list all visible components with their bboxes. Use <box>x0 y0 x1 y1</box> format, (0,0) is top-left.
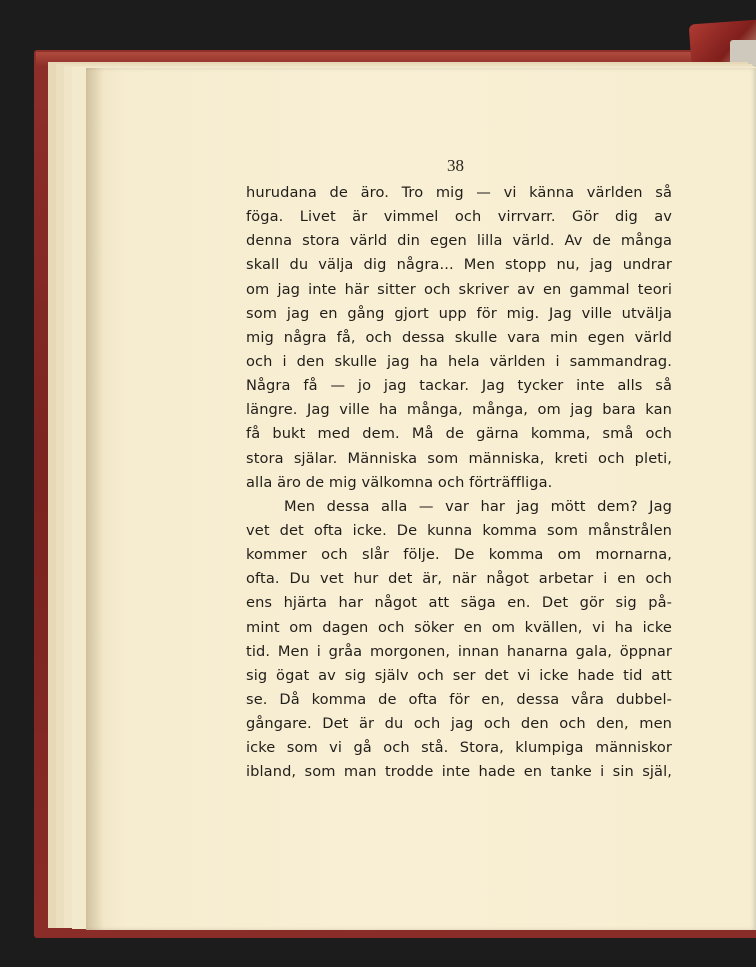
text-line: hurudana de äro. Tro mig — vi känna världen så <box>246 184 672 201</box>
page-number: 38 <box>447 156 464 175</box>
text-line: mig några få, och dessa skulle vara min egen värld <box>246 328 672 346</box>
text-line: tid. Men i gråa morgonen, innan hanarna gala, öppnar <box>246 642 672 660</box>
text-line: gångare. Det är du och jag och den och den, men <box>246 715 672 733</box>
text-line: skall du välja dig några... Men stopp nu, jag undrar <box>246 256 672 274</box>
text-line: kommer och slår följe. De komma om mornarna, <box>246 546 672 564</box>
text-line: ofta. Du vet hur det är, när något arbetar i en och <box>246 570 672 588</box>
text-line: ibland, som man trodde inte hade en tanke i sin själ, <box>246 763 672 781</box>
gutter-shadow <box>86 68 104 930</box>
text-line: se. Då komma de ofta för en, dessa våra dubbel- <box>246 690 672 708</box>
text-line: denna stora värld din egen lilla värld. Av de många <box>246 232 672 250</box>
body-text <box>246 181 672 785</box>
text-line: stora själar. Människa som människa, kreti och pleti, <box>246 449 672 467</box>
text-line: icke som vi gå och stå. Stora, klumpiga människor <box>246 739 672 757</box>
text-line: vet det ofta icke. De kunna komma som månstrålen <box>246 521 672 539</box>
text-line: mint om dagen och söker en om kvällen, vi ha icke <box>246 618 672 636</box>
text-line: som jag en gång gjort upp för mig. Jag ville utvälja <box>246 304 672 322</box>
text-line: om jag inte här sitter och skriver av en gammal teori <box>246 280 672 298</box>
text-line: Några få — jo jag tackar. Jag tycker inte alls så <box>246 377 672 395</box>
text-line: sig ögat av sig själv och ser det vi icke hade tid att <box>246 666 672 684</box>
text-line: ens hjärta har något att säga en. Det gör sig på- <box>246 594 672 612</box>
text-line: Men dessa alla — var har jag mött dem? Jag <box>284 497 672 515</box>
text-line: alla äro de mig välkomna och förträffliga. <box>246 473 553 491</box>
text-line: och i den skulle jag ha hela världen i sammandrag. <box>246 352 672 370</box>
text-line: längre. Jag ville ha många, många, om jag bara kan <box>246 401 672 419</box>
text-line: föga. Livet är vimmel och virrvarr. Gör dig av <box>246 208 672 226</box>
text-line: få bukt med dem. Må de gärna komma, små och <box>246 425 672 443</box>
